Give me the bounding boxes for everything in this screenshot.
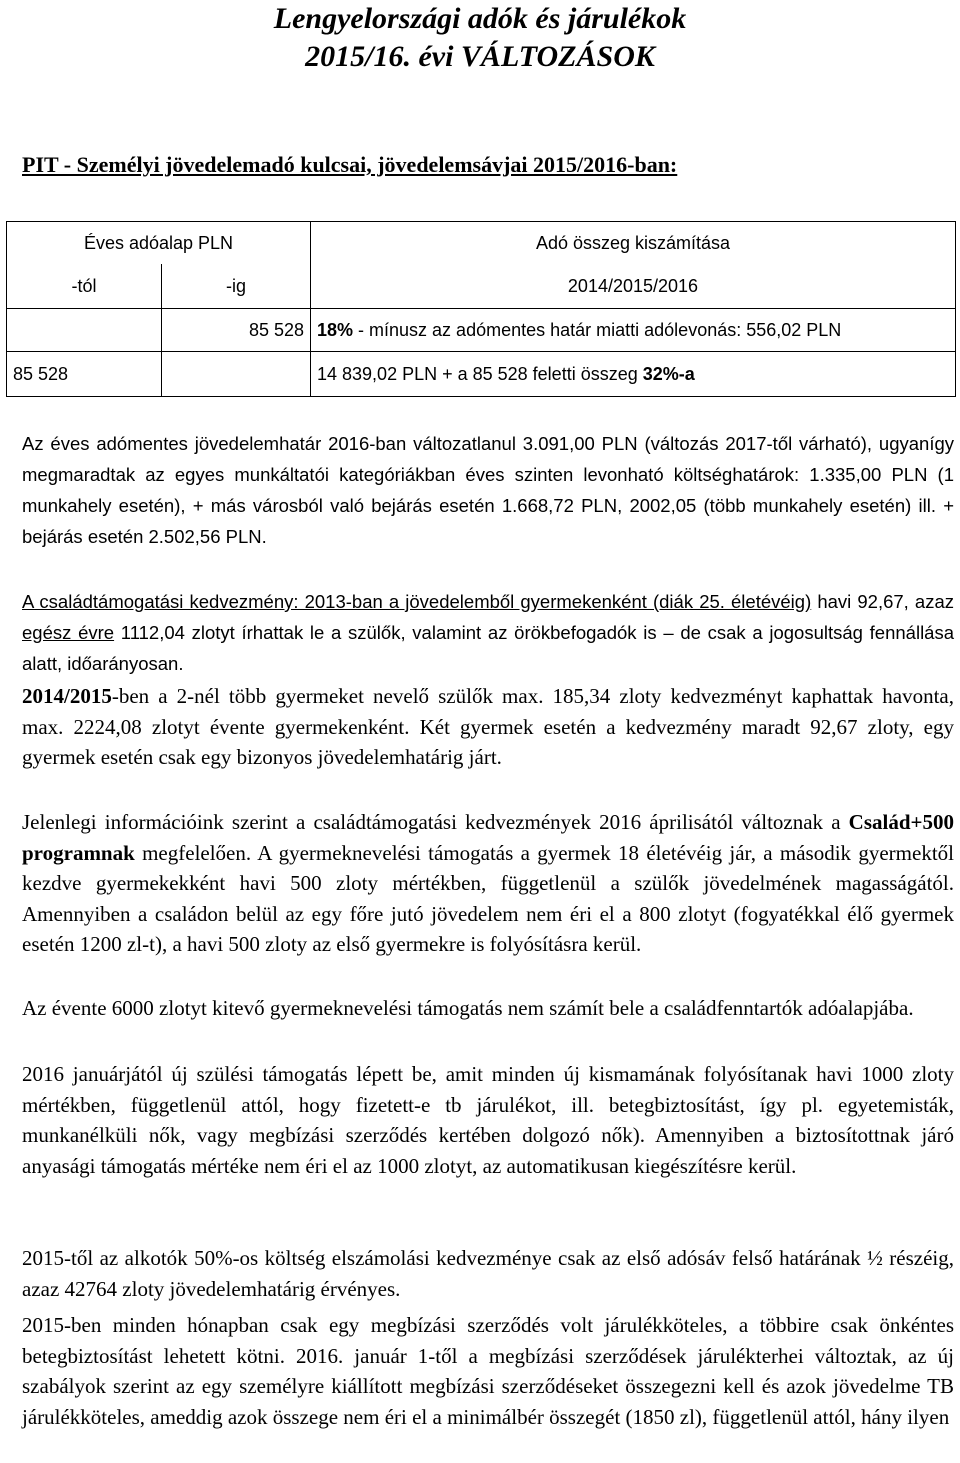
family-allowance-heading: A családtámogatási kedvezmény: 2013-ban a jövedelemből gyermekenként (diák 25. életévéig) xyxy=(22,591,812,612)
subheader-from: -tól xyxy=(7,264,162,309)
document-title-line1: Lengyelországi adók és járulékok xyxy=(273,2,687,35)
row1-rate: 18% xyxy=(317,319,354,340)
row2-calculation xyxy=(311,352,956,397)
table-subheader-row xyxy=(7,264,956,309)
family-allowance-text1: havi 92,67, azaz xyxy=(811,591,954,612)
family-allowance-whole-year: egész évre xyxy=(22,622,115,643)
paragraph-family-allowance xyxy=(22,586,954,679)
paragraph-2014-2015-text: -ben a 2-nél több gyermeket nevelő szülők max. 185,34 zloty kedvezményt kaphattak havonta, max. 2224,08 zlotyt évente gyermekenként. Két gyermek esetén a kedvezmény maradt 92,67 zloty, egy gyermek esetén csak egy bizonyos jövedelemhatárig járt. xyxy=(22,684,954,769)
row1-calculation xyxy=(311,309,956,352)
paragraph-tax-base: Az évente 6000 zlotyt kitevő gyermeknevelési támogatás nem számít bele a családfenntartók adóalapjába. xyxy=(22,996,914,1020)
table-header-row xyxy=(7,222,956,265)
row2-rate: 32%-a xyxy=(642,363,695,384)
paragraph-commission-contracts: 2015-ben minden hónapban csak egy megbízási szerződés volt járulékköteles, a többire csak önkéntes betegbiztosítást lehetett kötni. 2016. január 1-től a megbízási szerződések járulékterhei változtak, az új szabályok szerint az egy személyre kiállított megbízási szerződéseket összegezni kell és azok jövedelme TB járulékköteles, ameddig azok összege nem éri el a minimálbér összegét (1850 zl), függetlenül attól, hány ilyen xyxy=(22,1313,954,1429)
table-row xyxy=(7,309,956,352)
title-block xyxy=(0,0,960,76)
subheader-to: -ig xyxy=(162,264,311,309)
paragraph-2014-2015 xyxy=(22,681,954,773)
row2-to xyxy=(162,352,311,397)
paragraph-family-500 xyxy=(22,807,954,960)
paragraph-tax-free-limit: Az éves adómentes jövedelemhatár 2016-ban változatlanul 3.091,00 PLN (változás 2017-től várható), ugyanígy megmaradtak az egyes munkáltatói kategóriákban éves szinten levonható költséghatárok: 1.335,00 PLN (1 munkahely esetén), + más városból való bejárás esetén 1.668,72 PLN, 2002,05 (több munkahely esetén) ill. + bejárás esetén 2.502,56 PLN. xyxy=(22,433,954,547)
table-row xyxy=(7,352,956,397)
row2-text: 14 839,02 PLN + a 85 528 feletti összeg xyxy=(317,363,643,384)
document-title-line2: 2015/16. évi VÁLTOZÁSOK xyxy=(305,40,655,73)
paragraph-creators-deduction: 2015-től az alkotók 50%-os költség elszámolási kedvezménye csak az első adósáv felső határának ½ részéig, azaz 42764 zloty jövedelemhatárig érvényes. xyxy=(22,1246,954,1301)
family-500-text2: megfelelően. A gyermeknevelési támogatás a gyermek 18 életévéig jár, a második gyermektől kezdve gyermekekként havi 500 zloty mértékben, függetlenül a szülők jövedelmének magasságától. Amennyiben a családon belül az egy főre jutó jövedelem nem éri el a 800 zlotyt (fogyatékkal élő gyermek esetén 1200 zl-t), a havi 500 zloty az első gyermekre is folyósításra kerül. xyxy=(22,840,954,956)
row1-from xyxy=(7,309,162,352)
paragraph-birth-allowance: 2016 januárjától új szülési támogatás lépett be, amit minden új kismamának folyósítanak havi 1000 zloty mértékben, függetlenül attól, hogy fizetett-e tb járulékot, ill. betegbiztosítást, így pl. egyetemisták, munkanélküli nők, vagy megbízási szerződés kertében dolgozó nők). Amennyiben a biztosítottnak járó anyasági támogatás mértéke nem éri el az 1000 zlotyt, az automatikusan kiegészítésre kerül. xyxy=(22,1062,954,1178)
row1-to: 85 528 xyxy=(162,309,311,352)
family-500-program: Család+500 programnak xyxy=(22,810,954,865)
subheader-years: 2014/2015/2016 xyxy=(311,264,956,309)
family-500-text1: Jelenlegi információink szerint a családtámogatási kedvezmények 2016 áprilisától változnak a xyxy=(22,810,849,834)
tax-bracket-table xyxy=(6,221,956,397)
row1-text: - mínusz az adómentes határ miatti adólevonás: 556,02 PLN xyxy=(353,319,842,340)
family-allowance-text2: 1112,04 zlotyt írhattak le a szülők, valamint az örökbefogadók is – de csak a jogosultság fennállása alatt, időarányosan. xyxy=(22,622,955,674)
header-annual-tax-base: Éves adóalap PLN xyxy=(7,222,311,265)
section-heading-pit: PIT - Személyi jövedelemadó kulcsai, jövedelemsávjai 2015/2016-ban: xyxy=(22,152,678,177)
header-tax-calculation: Adó összeg kiszámítása xyxy=(311,222,956,265)
years-bold: 2014/2015 xyxy=(22,684,112,708)
row2-from: 85 528 xyxy=(7,352,162,397)
